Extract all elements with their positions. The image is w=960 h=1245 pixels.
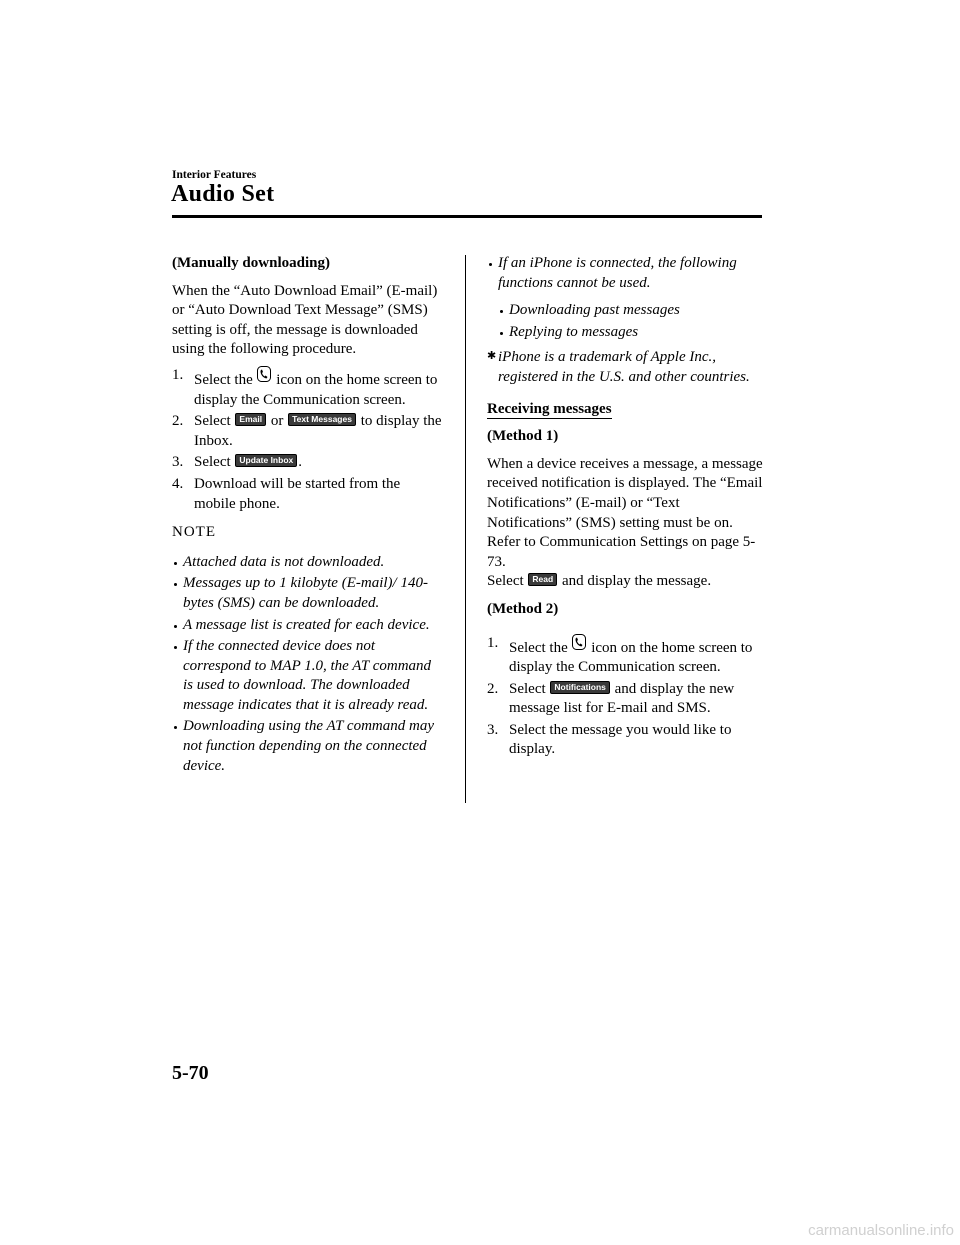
text-messages-button: Text Messages: [288, 413, 356, 426]
read-button: Read: [528, 573, 557, 586]
asterisk-icon: ✱: [487, 350, 497, 363]
trademark-text: iPhone is a trademark of Apple Inc., registered in the U.S. and other countries.: [498, 349, 750, 385]
step-text: and display the message.: [561, 573, 712, 590]
step-text: to display the Inbox.: [194, 413, 442, 449]
step-item: [172, 475, 442, 514]
step-number: 2.: [172, 413, 184, 430]
step-text: .: [298, 454, 302, 471]
note-sub-item: Downloading past messages: [498, 301, 767, 321]
method1-label: (Method 1): [487, 428, 559, 445]
step-text: Select the: [509, 639, 568, 656]
notifications-button: Notifications: [550, 681, 609, 694]
note-item: If the connected device does not correspond to MAP 1.0, the AT command is used to download. The downloaded message indicates that it is already read.: [172, 637, 442, 715]
method2-steps: [487, 634, 767, 761]
step-text: Select the message you would like to display.: [509, 721, 732, 758]
note-sub-item: Replying to messages: [498, 323, 767, 343]
method2-label: (Method 2): [487, 600, 559, 617]
note-list: [172, 553, 442, 777]
note-item: Messages up to 1 kilobyte (E-mail)/ 140-bytes (SMS) can be downloaded.: [172, 574, 442, 613]
step-item: [487, 680, 767, 719]
step-number: 1.: [172, 366, 184, 383]
section-heading-receiving: [487, 400, 767, 420]
column-divider: [465, 255, 466, 803]
phone-icon: [257, 366, 271, 382]
step-text: Select: [194, 454, 231, 471]
page-title: Audio Set: [171, 181, 275, 207]
step-number: 1.: [487, 634, 499, 651]
intro-paragraph: When the “Auto Download Email” (E-mail) or “Auto Download Text Message” (SMS) setting is off, the message is downloaded using the following procedure.: [172, 282, 438, 358]
download-steps: [172, 366, 442, 514]
method1-select: [487, 572, 767, 592]
step-item: [172, 453, 442, 473]
step-text: icon on the home screen to display the Communication screen.: [509, 639, 753, 676]
step-text: icon on the home screen to display the Communication screen.: [194, 371, 438, 408]
step-text: Select: [487, 573, 524, 590]
right-column: [487, 254, 767, 769]
section-label: Interior Features: [172, 169, 257, 181]
email-button: Email: [235, 413, 266, 426]
update-inbox-button: Update Inbox: [235, 454, 297, 467]
subheading-manual-download: (Manually downloading): [172, 255, 330, 271]
step-text: Download will be started from the mobile phone.: [194, 475, 401, 512]
page-number: 5-70: [172, 1062, 209, 1084]
note-item: Downloading using the AT command may not function depending on the connected device.: [172, 717, 442, 776]
note-label: NOTE: [172, 524, 216, 541]
step-item: [487, 634, 767, 678]
note-item: Attached data is not downloaded.: [172, 553, 442, 573]
watermark: carmanualsonline.info: [808, 1222, 954, 1239]
step-text: Select the: [194, 371, 253, 388]
section-heading-text: Receiving messages: [487, 400, 612, 417]
left-column: [172, 254, 442, 778]
iphone-note-list: [487, 254, 767, 293]
step-text: or: [270, 413, 284, 430]
phone-icon: [572, 634, 586, 650]
iphone-sub-list: [498, 301, 767, 342]
note-item: A message list is created for each device.: [172, 616, 442, 636]
step-number: 2.: [487, 680, 499, 697]
step-number: 3.: [172, 454, 184, 471]
step-text: and display the new message list for E-mail and SMS.: [509, 680, 735, 717]
header-rule: [172, 215, 762, 218]
trademark-note: [487, 348, 767, 387]
step-item: [487, 721, 767, 760]
step-number: 3.: [487, 721, 499, 738]
step-number: 4.: [172, 475, 184, 492]
note-item: If an iPhone is connected, the following functions cannot be used.: [487, 254, 767, 293]
method1-text: When a device receives a message, a message received notification is displayed. The “Email Notifications” (E-mail) or “Text Notifications” (SMS) setting must be on.: [487, 455, 763, 531]
method1-refer: Refer to Communication Settings on page 5-73.: [487, 534, 756, 570]
step-text: Select: [509, 680, 546, 697]
step-item: [172, 412, 442, 451]
step-item: [172, 366, 442, 410]
step-text: Select: [194, 413, 231, 430]
